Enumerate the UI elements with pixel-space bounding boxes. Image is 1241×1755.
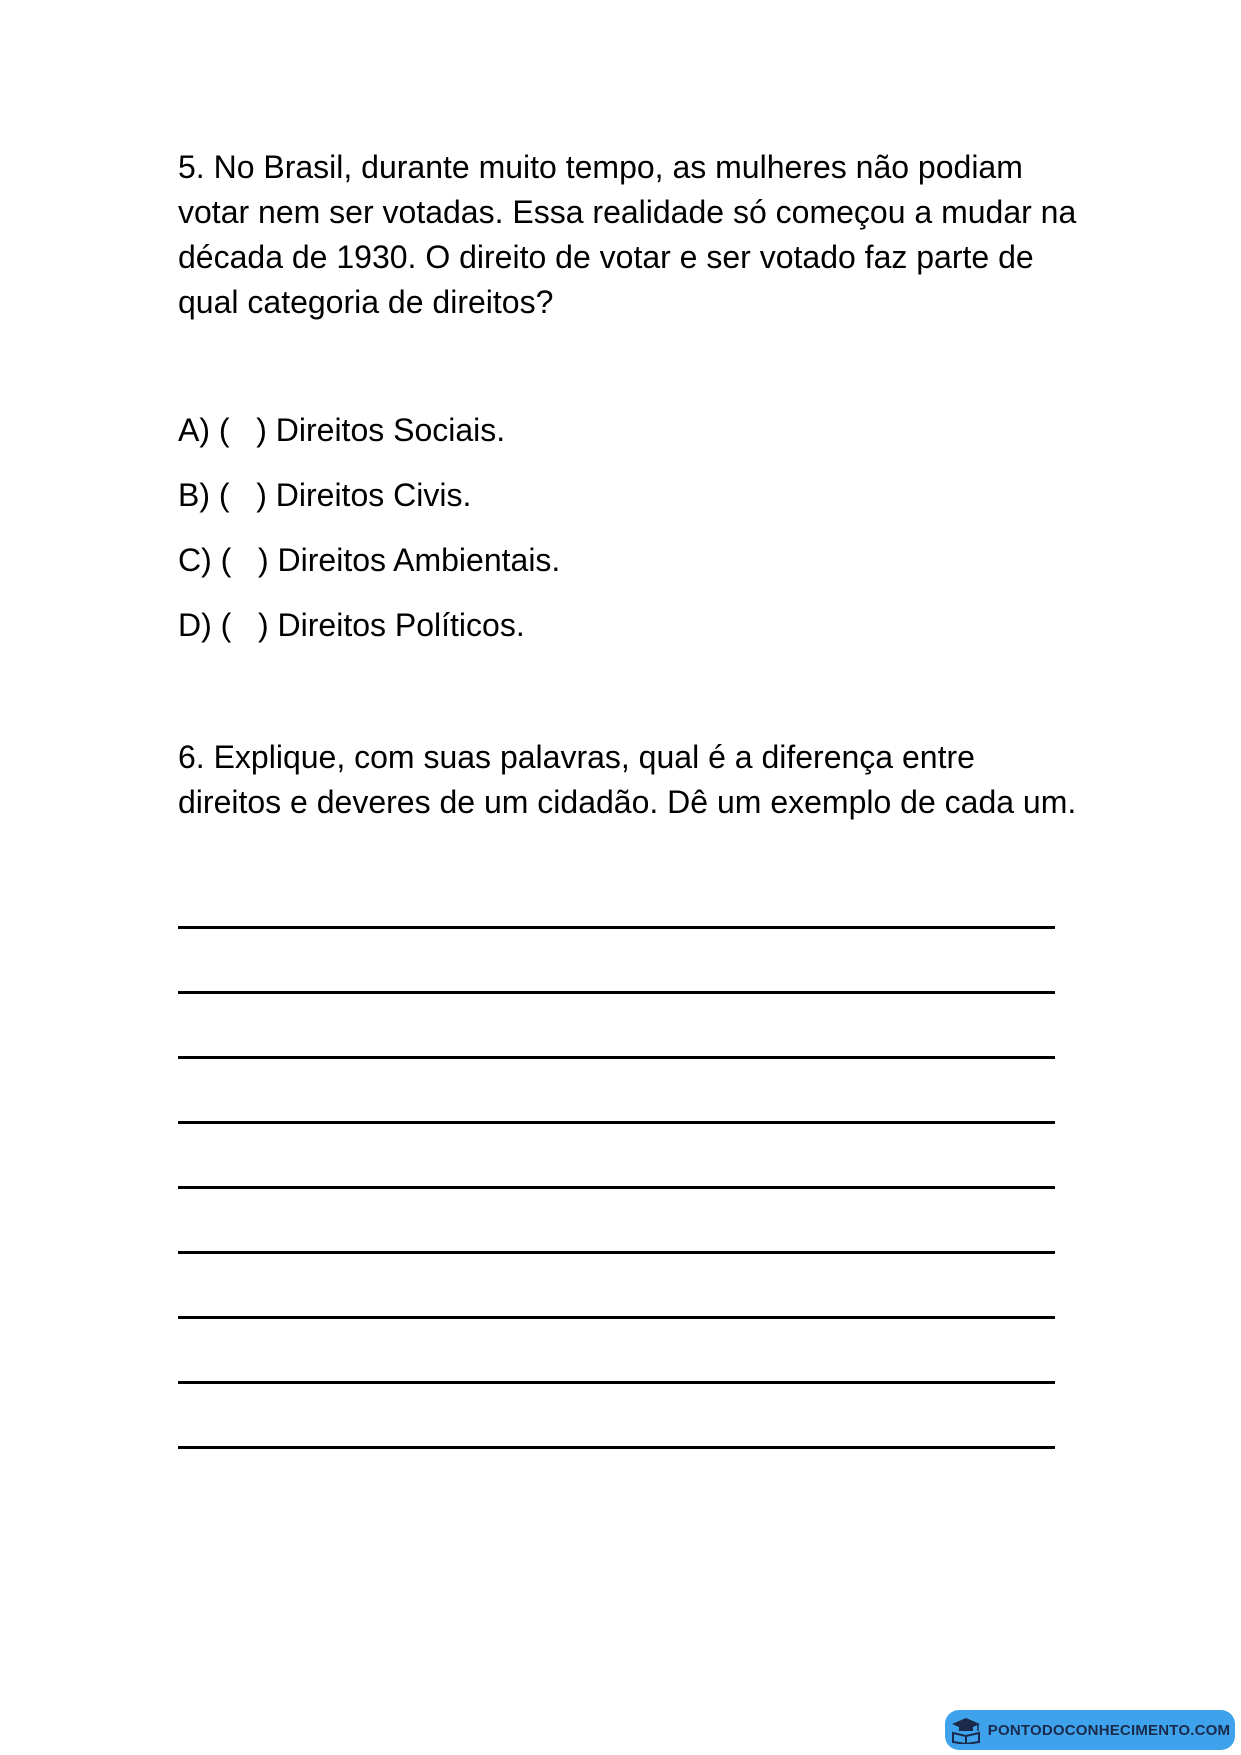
brand-badge (945, 1710, 1235, 1750)
answer-line[interactable] (178, 1381, 1055, 1384)
answer-line[interactable] (178, 926, 1055, 929)
question-5-options (178, 408, 560, 668)
option-a[interactable]: A) ( ) Direitos Sociais. (178, 412, 506, 448)
option-b[interactable]: B) ( ) Direitos Civis. (178, 477, 472, 513)
answer-line[interactable] (178, 1121, 1055, 1124)
answer-line[interactable] (178, 1056, 1055, 1059)
option-d[interactable]: D) ( ) Direitos Políticos. (178, 607, 525, 643)
question-5-text: 5. No Brasil, durante muito tempo, as mulheres não podiam votar nem ser votadas. Essa realidade só começou a mudar na década de 1930. O direito de votar e ser votado faz parte de qual categoria de direitos? (178, 149, 1077, 320)
answer-line[interactable] (178, 1446, 1055, 1449)
brand-text: PONTODOCONHECIMENTO.COM (987, 1721, 1231, 1739)
question-6-text: 6. Explique, com suas palavras, qual é a diferença entre direitos e deveres de um cidadão. Dê um exemplo de cada um. (178, 739, 1077, 820)
option-c[interactable]: C) ( ) Direitos Ambientais. (178, 542, 561, 578)
graduation-book-icon (950, 1716, 982, 1744)
answer-line[interactable] (178, 991, 1055, 994)
answer-line[interactable] (178, 1316, 1055, 1319)
answer-line[interactable] (178, 1186, 1055, 1189)
question-6-answer-area[interactable] (178, 926, 1055, 1511)
answer-line[interactable] (178, 1251, 1055, 1254)
